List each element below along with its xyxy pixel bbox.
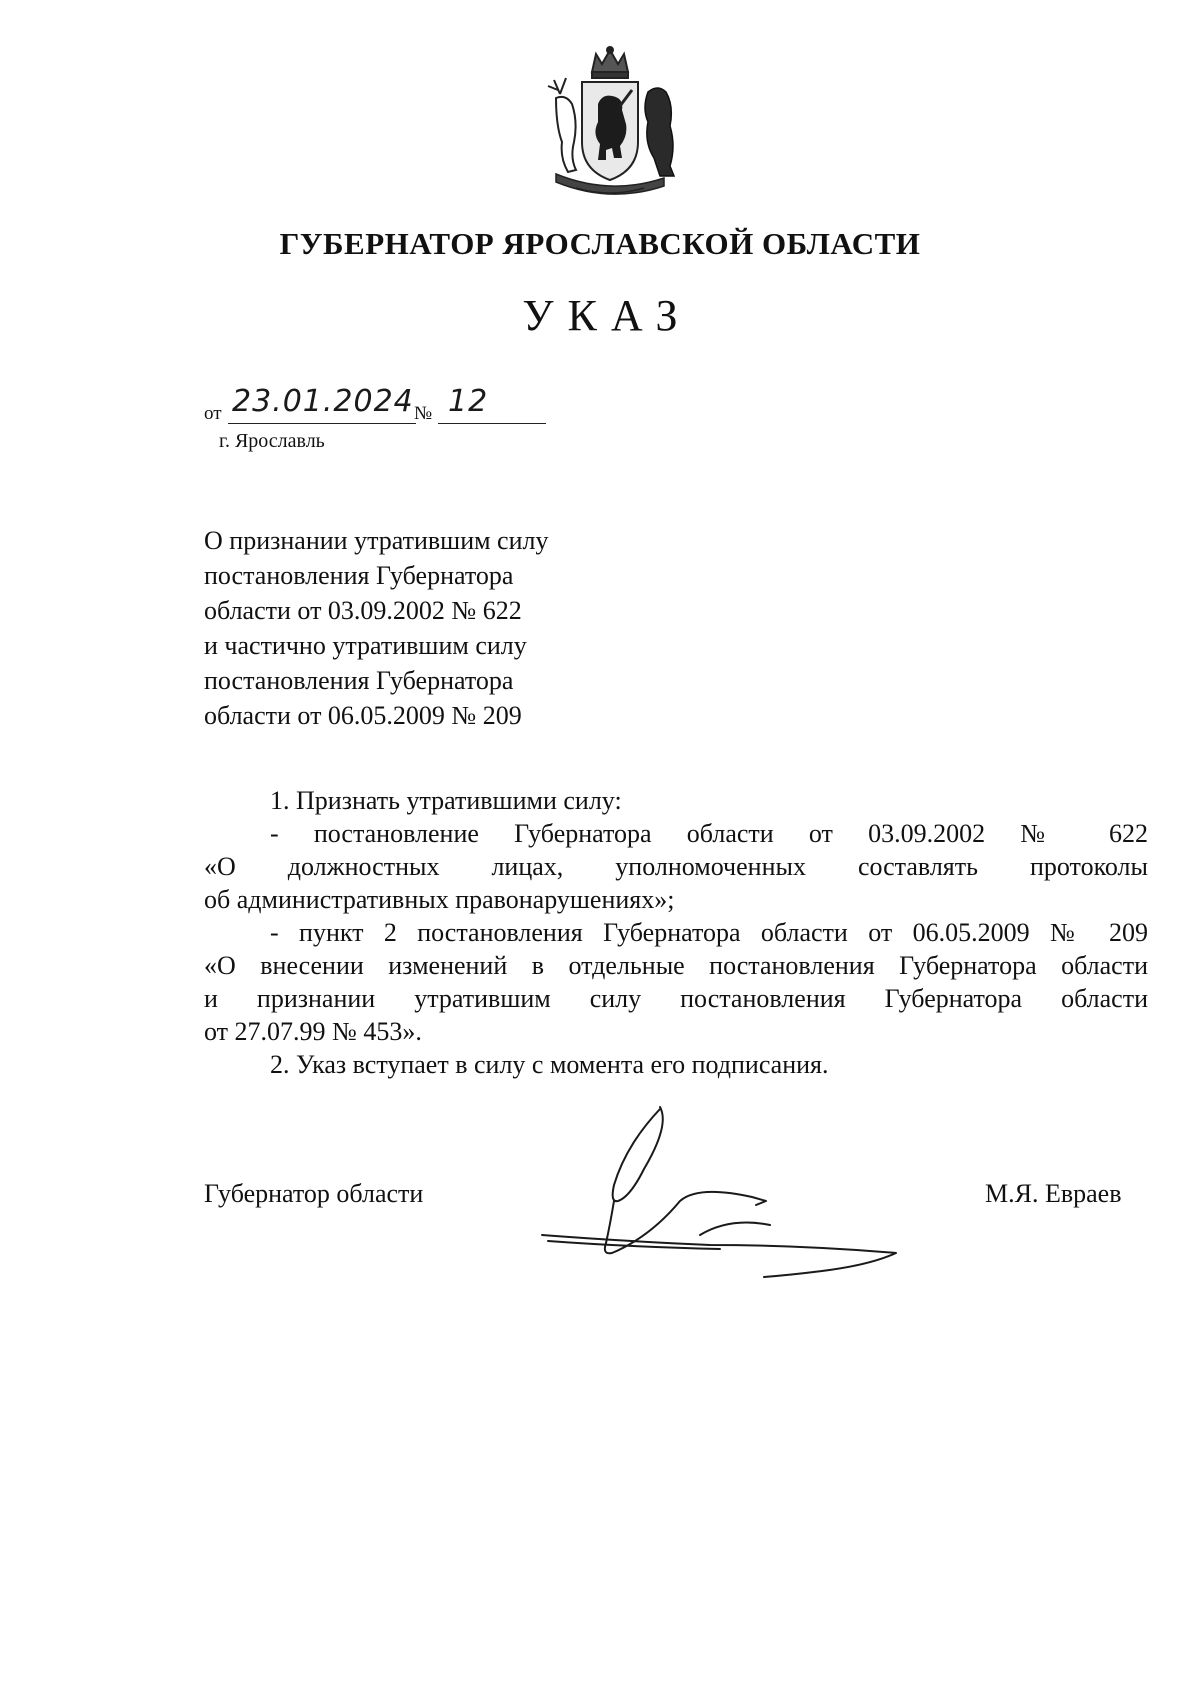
subject-line: области от 06.05.2009 № 209	[204, 701, 522, 730]
subject-line: постановления Губернатора	[204, 666, 514, 695]
body-line: об административных правонарушениях»;	[204, 885, 675, 914]
date-label: от	[204, 403, 222, 424]
date-value: 23.01.2024	[232, 384, 414, 419]
signatory-position: Губернатор области	[204, 1179, 424, 1208]
city: г. Ярославль	[219, 430, 325, 452]
handwritten-signature-icon	[540, 1105, 910, 1295]
body-line: - постановление Губернатора области от 03.09.2002 № 622	[270, 819, 1148, 848]
signatory-name: М.Я. Евраев	[985, 1179, 1122, 1208]
coat-of-arms-icon	[536, 46, 684, 206]
paragraph-1: 1. Признать утратившими силу:	[270, 786, 622, 815]
issuing-authority: ГУБЕРНАТОР ЯРОСЛАВСКОЙ ОБЛАСТИ	[279, 226, 921, 261]
body-line: «О внесении изменений в отдельные постановления Губернатора области	[204, 951, 1148, 980]
subject-line: О признании утратившим силу	[204, 526, 549, 555]
body-line: и признании утратившим силу постановления Губернатора области	[204, 984, 1148, 1013]
body-line: - пункт 2 постановления Губернатора области от 06.05.2009 № 209	[270, 918, 1148, 947]
document-type: УКАЗ	[522, 291, 692, 340]
number-label: №	[414, 403, 433, 424]
document-body	[204, 784, 1148, 1081]
paragraph-2: 2. Указ вступает в силу с момента его подписания.	[270, 1050, 829, 1079]
date-underline	[228, 423, 416, 424]
document-subject	[204, 523, 624, 733]
body-line: «О должностных лицах, уполномоченных составлять протоколы	[204, 852, 1148, 881]
body-line: от 27.07.99 № 453».	[204, 1017, 422, 1046]
number-value: 12	[448, 384, 489, 419]
subject-line: и частично утратившим силу	[204, 631, 527, 660]
number-underline	[438, 423, 546, 424]
subject-line: постановления Губернатора	[204, 561, 514, 590]
subject-line: области от 03.09.2002 № 622	[204, 596, 522, 625]
